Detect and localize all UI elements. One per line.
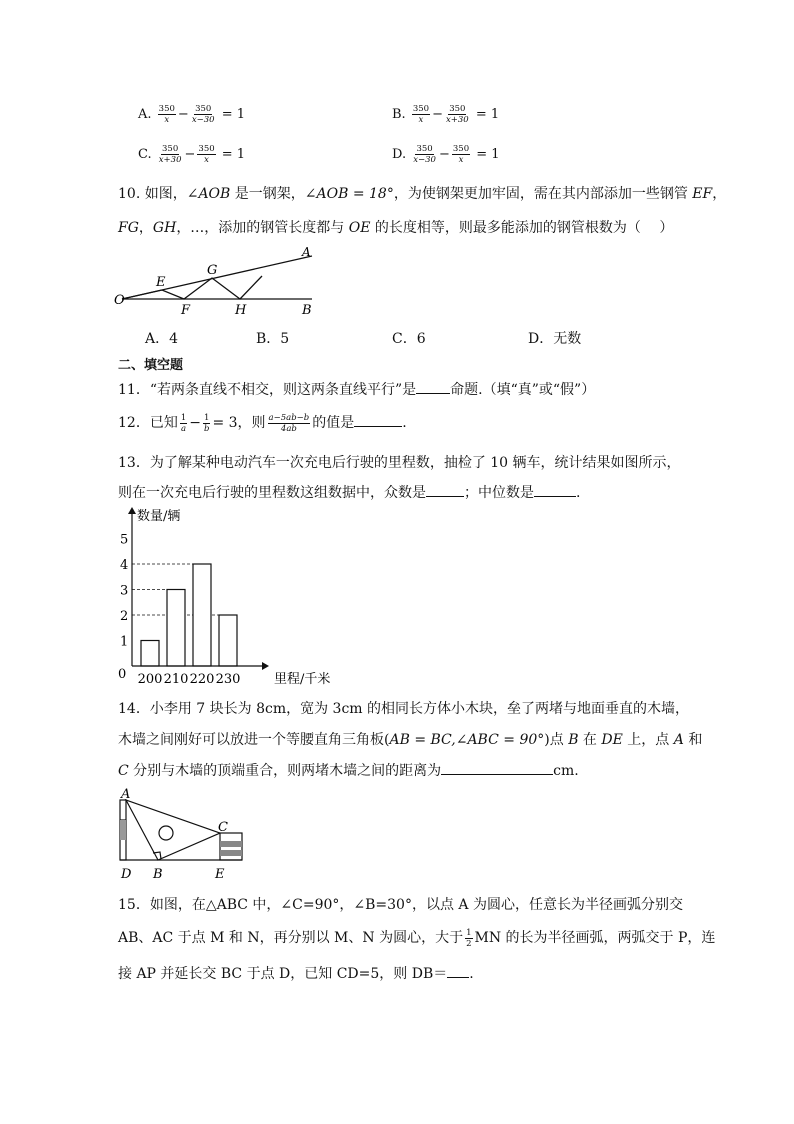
mode-blank[interactable]: [426, 484, 464, 497]
fraction: $\frac{350}{x+30}$: [445, 104, 469, 125]
bar-220: [193, 564, 211, 666]
q15-line2: AB、AC 于点 M 和 N，再分别以 M、N 为圆心，大于 $\frac{1}{2}$ MN 的长为半径画弧，两弧交于 P，连: [118, 927, 716, 949]
q10-line1: 10. 如图，∠AOB 是一钢架，∠AOB = 18°，为使钢架更加牢固，需在其内部添加一些钢管 EF，: [118, 186, 727, 202]
bar-200: [141, 641, 159, 667]
y-axis-arrow: [128, 507, 136, 514]
q14-line2: 木墙之间刚好可以放进一个等腰直角三角板(AB = BC,∠ABC = 90°)点 B 在 DE 上，点 A 和: [118, 732, 703, 748]
answer-blank[interactable]: [416, 381, 450, 394]
label-h: H: [235, 303, 247, 318]
x-axis-arrow: [262, 662, 269, 670]
q11: 11．“若两条直线不相交，则这两条直线平行”是 命题.（填“真”或“假”）: [118, 382, 596, 398]
distance-blank[interactable]: [441, 762, 553, 775]
fraction: $\frac{350}{x}$: [412, 104, 430, 125]
q9-option-d: D. $\frac{350}{x-30}$ − $\frac{350}{x}$ = 1: [392, 144, 500, 165]
label-e: E: [215, 867, 225, 882]
q10-option-c: C．6: [392, 331, 426, 347]
q10-option-b: B．5: [256, 331, 290, 347]
q10-line2: FG，GH，…，添加的钢管长度都与 OE 的长度相等，则最多能添加的钢管根数为（ ）: [118, 220, 674, 236]
q10-option-a: A．4: [145, 331, 179, 347]
tube-chain: [122, 276, 262, 299]
answer-blank[interactable]: [354, 414, 402, 427]
x-tick-labels: [138, 672, 241, 687]
q12: 12．已知 $\frac{1}{a}$ − $\frac{1}{b}$ = 3，则 $\frac{a-5ab-b}{4ab}$ 的值是 .: [118, 412, 407, 434]
wall-block-shading: [220, 850, 242, 856]
wall-block-shading: [220, 841, 242, 847]
fraction: $\frac{350}{x}$: [198, 144, 215, 165]
q10-steel-frame-figure: [112, 244, 322, 319]
label-c: C: [218, 820, 228, 835]
set-square: [126, 800, 220, 860]
q15-line1: 15．如图，在△ABC 中，∠C=90°，∠B=30°，以点 A 为圆心，任意长为半径画弧分别交: [118, 897, 683, 913]
x-tick-210: 210: [163, 672, 189, 687]
q10-option-d: D．无数: [528, 331, 582, 347]
y-tick-4: 4: [120, 558, 129, 573]
y-tick-2: 2: [120, 609, 129, 624]
section-heading: 二、填空题: [118, 358, 184, 373]
fraction: $\frac{1}{a}$: [180, 412, 187, 434]
x-tick-220: 220: [189, 672, 215, 687]
fraction: $\frac{350}{x+30}$: [158, 144, 182, 165]
label-e: E: [156, 275, 166, 290]
fraction: $\frac{350}{x}$: [452, 144, 470, 165]
label-b: B: [153, 867, 163, 882]
y-tick-3: 3: [120, 583, 129, 599]
label-f: F: [181, 303, 191, 318]
fraction: $\frac{1}{2}$: [466, 927, 472, 949]
wall-block-shading: [120, 820, 126, 840]
bar-230: [219, 615, 237, 666]
fraction: $\frac{350}{x}$: [158, 104, 175, 125]
q13-line1: 13．为了解某种电动汽车一次充电后行驶的里程数，抽检了 10 辆车，统计结果如图所示，: [118, 455, 681, 471]
q14-line3: C 分别与木墙的顶端重合，则两堵木墙之间的距离为 cm.: [118, 763, 579, 779]
median-blank[interactable]: [534, 484, 576, 497]
mileage-bar-chart: [112, 504, 331, 688]
bar-210: [167, 590, 185, 667]
q15-line3: 接 AP 并延长交 BC 于点 D，已知 CD=5，则 DB＝ .: [118, 966, 474, 982]
q14-line1: 14．小李用 7 块长为 8cm，宽为 3cm 的相同长方体小木块，垒了两堵与地面垂直的木墙，: [118, 701, 690, 717]
x-tick-200: 200: [137, 672, 163, 687]
q13-line2: 则在一次充电后行驶的里程数这组数据中，众数是 ；中位数是 .: [118, 485, 581, 501]
fraction: $\frac{350}{x-30}$: [413, 144, 436, 165]
y-tick-1: 1: [120, 634, 129, 650]
y-axis-label: 数量/辆: [137, 509, 181, 524]
y-tick-labels: [118, 533, 128, 683]
set-square-hole: [159, 826, 173, 840]
q9-option-c: C. $\frac{350}{x+30}$ − $\frac{350}{x}$ = 1: [138, 144, 246, 165]
label-o: O: [114, 293, 125, 308]
q14-wooden-wall-figure: [112, 786, 252, 886]
y-tick-0: 0: [118, 667, 127, 682]
q9-option-b: B. $\frac{350}{x}$ − $\frac{350}{x+30}$ = 1: [392, 104, 500, 125]
label-b: B: [302, 303, 312, 318]
y-tick-5: 5: [120, 532, 129, 548]
x-axis-label: 里程/千米: [274, 672, 331, 687]
label-a: A: [121, 787, 131, 802]
label-g: G: [207, 263, 218, 278]
fraction: $\frac{1}{b}$: [203, 412, 210, 434]
label-a: A: [302, 245, 311, 259]
db-blank[interactable]: [447, 965, 469, 978]
fraction: $\frac{a-5ab-b}{4ab}$: [268, 412, 310, 434]
x-tick-230: 230: [215, 672, 241, 687]
q9-option-a: A. $\frac{350}{x}$ − $\frac{350}{x-30}$ = 1: [138, 104, 245, 125]
label-d: D: [121, 867, 132, 882]
fraction: $\frac{350}{x-30}$: [191, 104, 215, 125]
